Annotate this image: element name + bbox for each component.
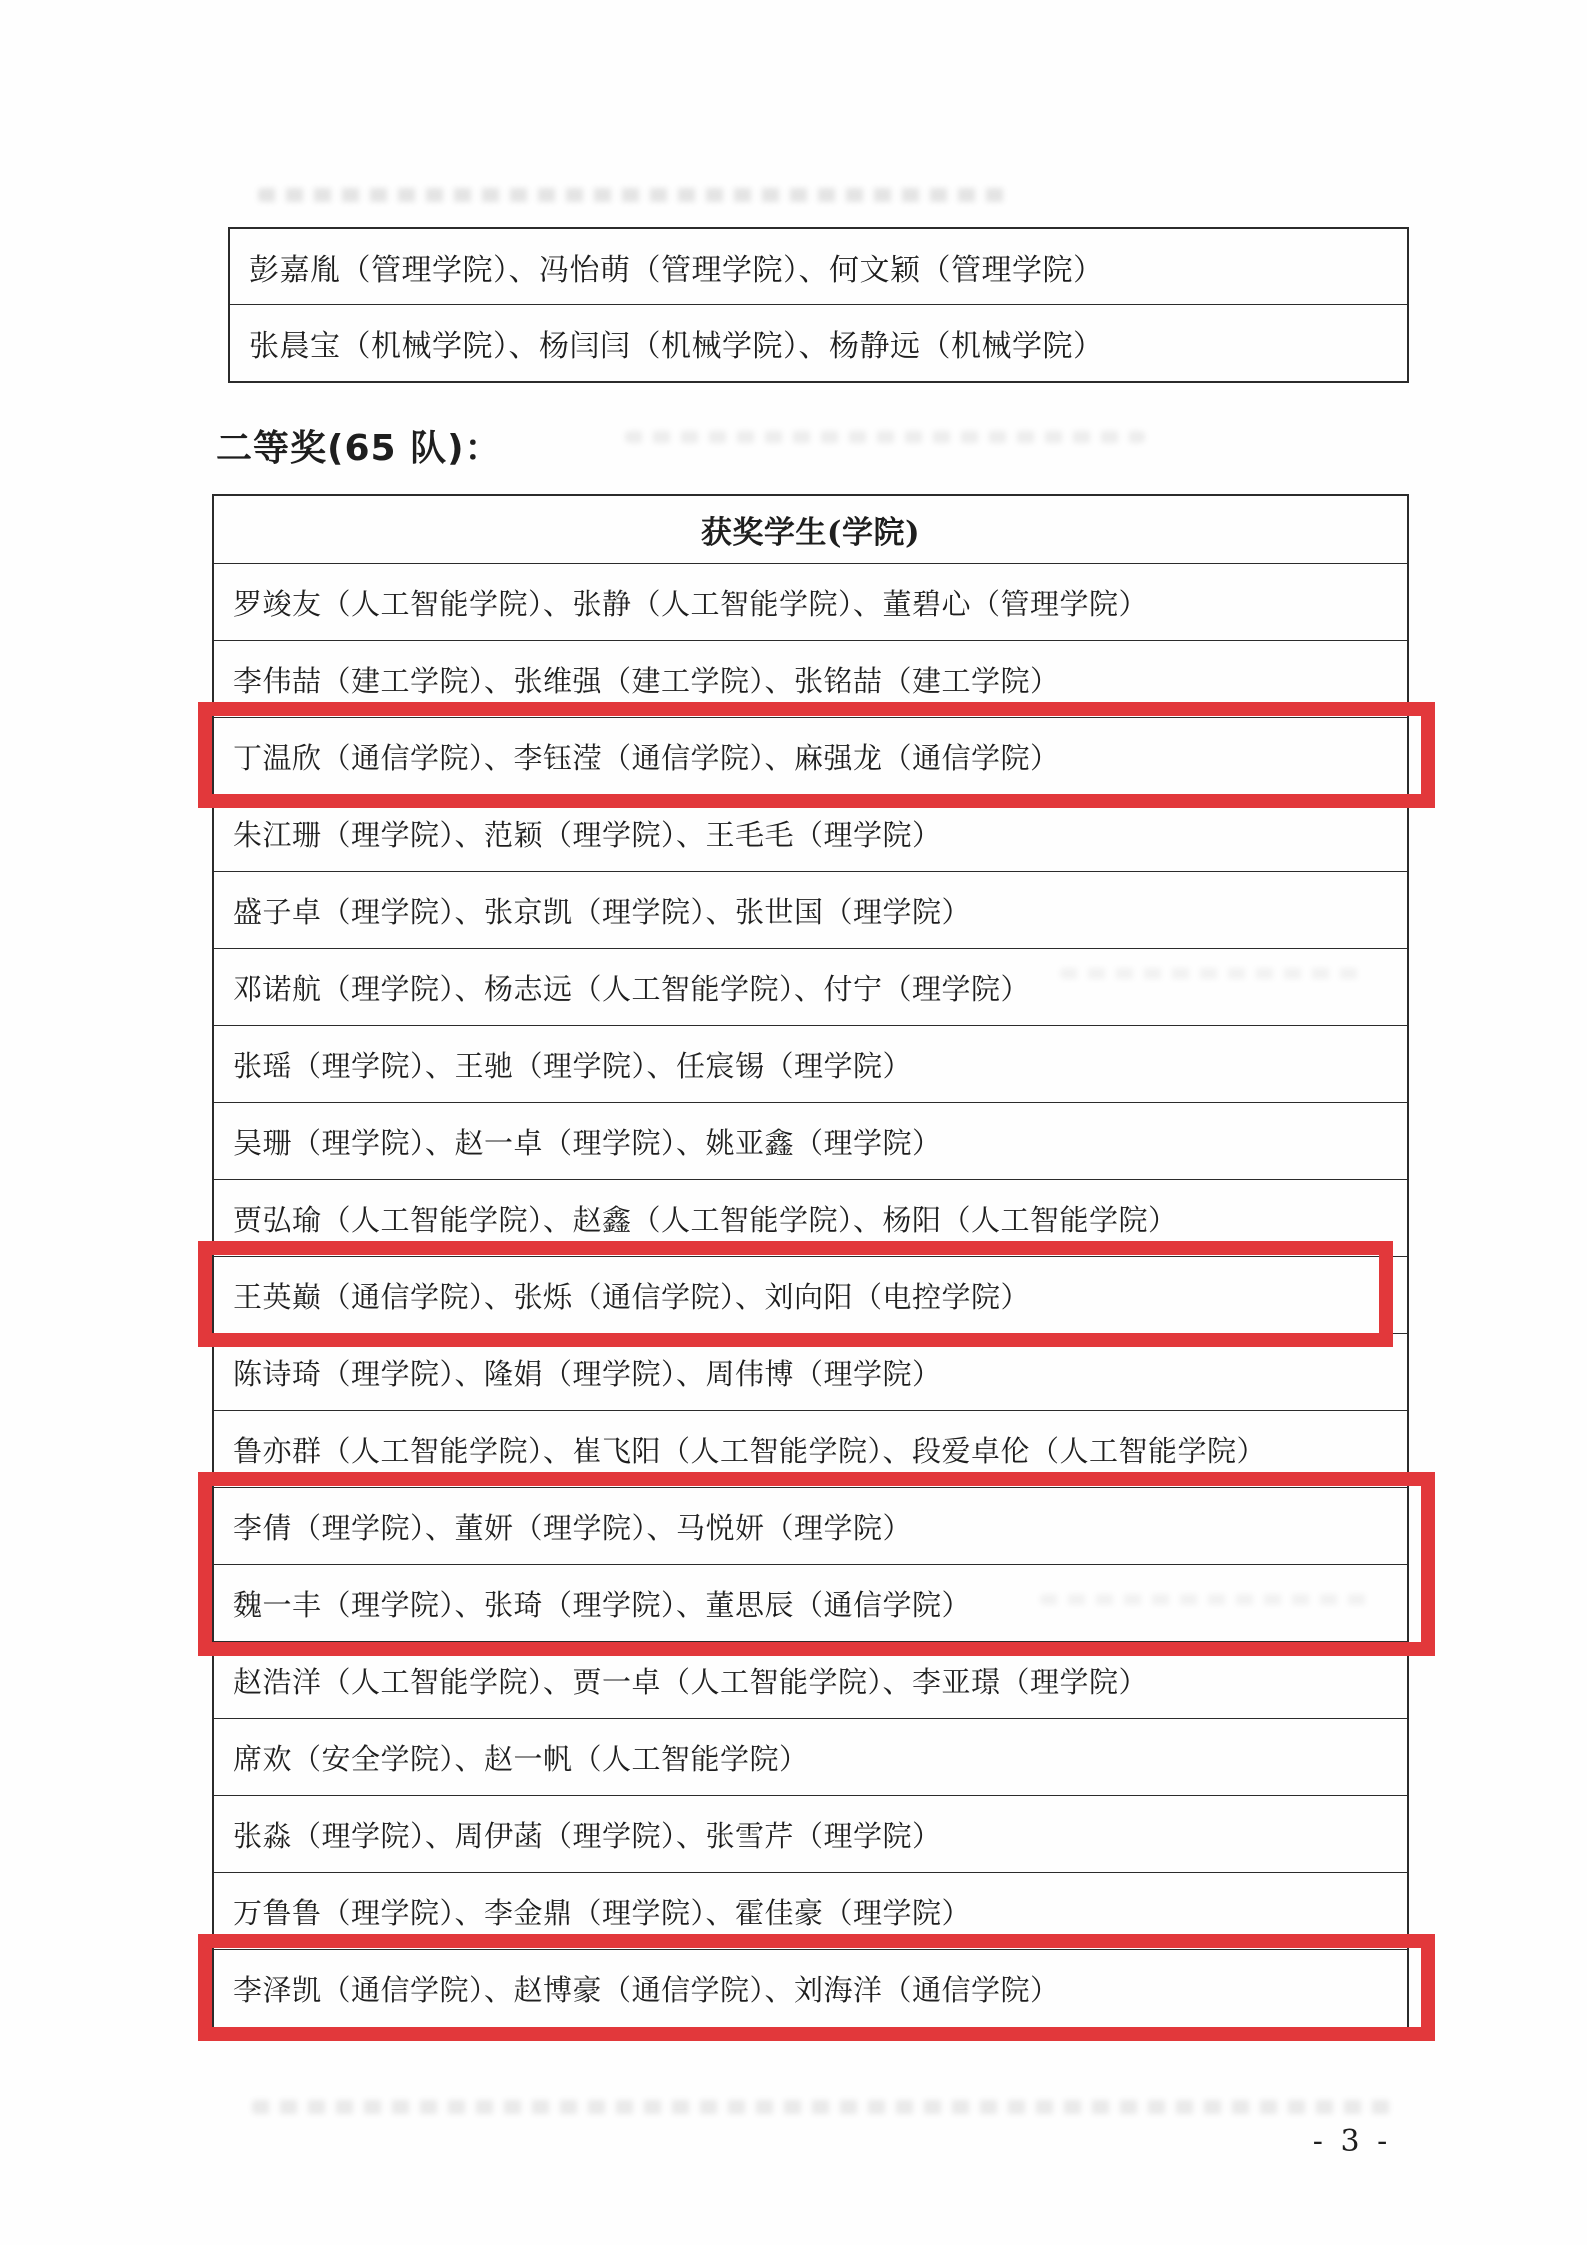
- table-row: [214, 1411, 1407, 1488]
- scan-artifact: [252, 2100, 1392, 2114]
- table-row: [214, 1642, 1407, 1719]
- page-number: - 3 -: [1312, 2124, 1392, 2159]
- table-row-highlighted: [214, 718, 1407, 795]
- table-row: [230, 305, 1407, 381]
- table-row: [214, 1180, 1407, 1257]
- scan-artifact: [258, 188, 1008, 202]
- award-table-continuation: [228, 227, 1409, 383]
- table-row-highlighted: [214, 1488, 1407, 1565]
- team-members-text: 丁温欣（通信学院）、李钰滢（通信学院）、麻强龙（通信学院）: [233, 740, 1060, 775]
- table-row: [214, 1796, 1407, 1873]
- second-prize-table: [212, 494, 1409, 2029]
- table-row: [214, 1719, 1407, 1796]
- team-members-text: 魏一丰（理学院）、张琦（理学院）、董思辰（通信学院）: [233, 1587, 972, 1622]
- team-members-text: 张淼（理学院）、周伊菡（理学院）、张雪芹（理学院）: [233, 1818, 942, 1853]
- table-row: [230, 229, 1407, 305]
- highlight-annotation-box: [214, 1488, 1407, 1642]
- table-row: [214, 795, 1407, 872]
- team-members-text: 李倩（理学院）、董妍（理学院）、马悦妍（理学院）: [233, 1510, 913, 1545]
- table-row-highlighted: [214, 1565, 1407, 1642]
- team-members-text: 盛子卓（理学院）、张京凯（理学院）、张世国（理学院）: [233, 894, 972, 929]
- table-row: [214, 641, 1407, 718]
- section-heading: 二等奖(65 队)：: [216, 428, 502, 469]
- table-row: [214, 1103, 1407, 1180]
- table-row: [214, 1873, 1407, 1950]
- table-row: [214, 872, 1407, 949]
- team-members-text: 彭嘉胤（管理学院）、冯怡萌（管理学院）、何文颖（管理学院）: [249, 252, 1104, 288]
- team-members-text: 吴珊（理学院）、赵一卓（理学院）、姚亚鑫（理学院）: [233, 1125, 942, 1160]
- table-header: 获奖学生(学院): [214, 496, 1407, 564]
- team-members-text: 李伟喆（建工学院）、张维强（建工学院）、张铭喆（建工学院）: [233, 663, 1060, 698]
- table-row: [214, 949, 1407, 1026]
- team-members-text: 陈诗琦（理学院）、隆娟（理学院）、周伟博（理学院）: [233, 1356, 942, 1391]
- team-members-text: 李泽凯（通信学院）、赵博豪（通信学院）、刘海洋（通信学院）: [233, 1973, 1060, 2007]
- scan-artifact: [625, 431, 1145, 443]
- team-members-text: 张瑶（理学院）、王驰（理学院）、任宸锡（理学院）: [233, 1048, 913, 1083]
- table-row-highlighted: [214, 1257, 1407, 1334]
- table-row: [214, 564, 1407, 641]
- team-members-text: 贾弘瑜（人工智能学院）、赵鑫（人工智能学院）、杨阳（人工智能学院）: [233, 1202, 1178, 1237]
- table-row-highlighted: [214, 1950, 1407, 2027]
- team-members-text: 席欢（安全学院）、赵一帆（人工智能学院）: [233, 1741, 809, 1776]
- table-row: [214, 1334, 1407, 1411]
- team-members-text: 鲁亦群（人工智能学院）、崔飞阳（人工智能学院）、段爱卓伦（人工智能学院）: [233, 1433, 1267, 1468]
- table-row: [214, 1026, 1407, 1103]
- team-members-text: 罗竣友（人工智能学院）、张静（人工智能学院）、董碧心（管理学院）: [233, 586, 1149, 621]
- team-members-text: 朱江珊（理学院）、范颖（理学院）、王毛毛（理学院）: [233, 817, 942, 852]
- team-members-text: 王英巅（通信学院）、张烁（通信学院）、刘向阳（电控学院）: [233, 1279, 1031, 1314]
- team-members-text: 赵浩洋（人工智能学院）、贾一卓（人工智能学院）、李亚璟（理学院）: [233, 1664, 1149, 1699]
- team-members-text: 万鲁鲁（理学院）、李金鼎（理学院）、霍佳豪（理学院）: [233, 1895, 972, 1930]
- team-members-text: 邓诺航（理学院）、杨志远（人工智能学院）、付宁（理学院）: [233, 971, 1031, 1006]
- team-members-text: 张晨宝（机械学院）、杨闫闫（机械学院）、杨静远（机械学院）: [249, 329, 1104, 364]
